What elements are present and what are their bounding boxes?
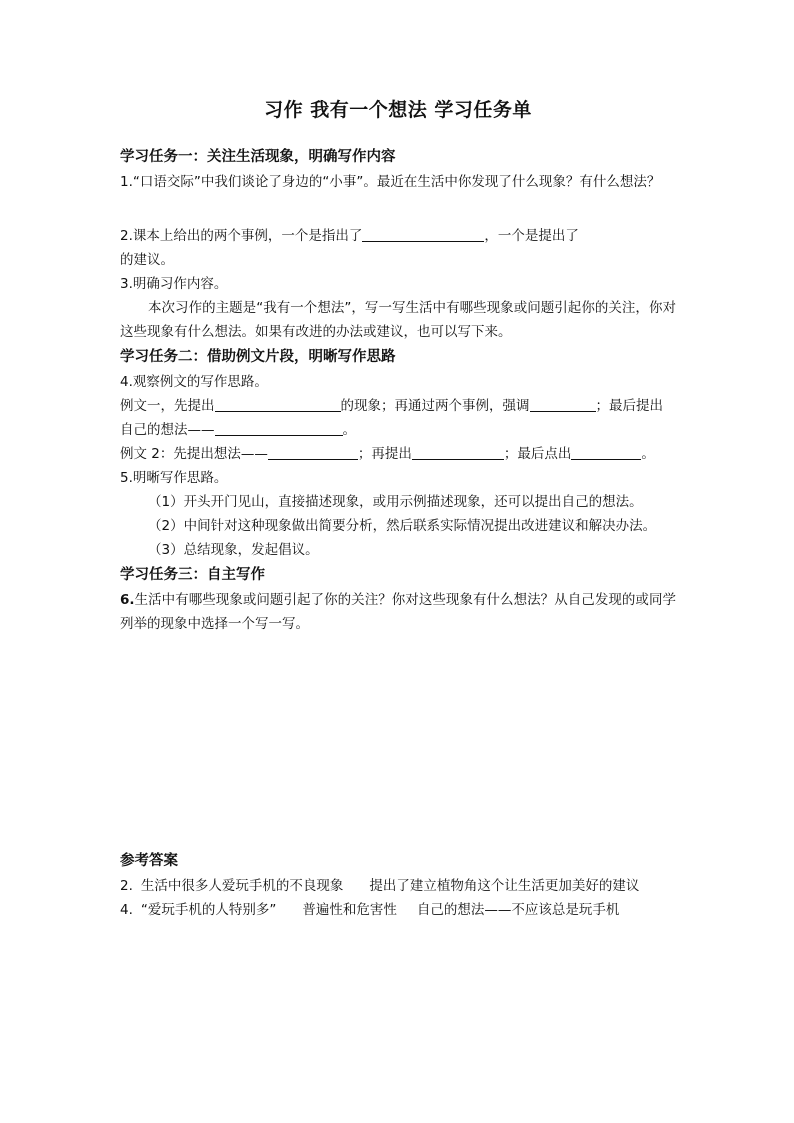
writing-step-3: （3）总结现象，发起倡议。: [148, 542, 319, 558]
example-two-text-b: ；再提出: [357, 446, 412, 462]
answer-2: [120, 874, 676, 898]
task-two-heading: 学习任务二：借助例文片段，明晰写作思路: [120, 348, 396, 365]
example-two-blank-1[interactable]: [268, 443, 358, 460]
example-one-line-2: [120, 418, 676, 442]
question-4: 4.观察例文的写作思路。: [120, 374, 268, 390]
example-one-text-e: 。: [342, 422, 356, 438]
example-two-text-a: 例文 2：先提出想法——: [120, 446, 268, 462]
answer-4-number: 4.: [120, 902, 133, 918]
answer-space-1: [120, 194, 676, 224]
task-three-section: [120, 562, 676, 848]
question-6-number: 6.: [120, 592, 135, 608]
question-3-body: 本次习作的主题是“我有一个想法”，写一写生活中有哪些现象或问题引起你的关注，你对这些现象有什么想法。如果有改进的办法或建议，也可以写下来。: [120, 300, 676, 340]
question-3: 3.明确习作内容。: [120, 276, 228, 292]
example-one-line: [120, 394, 676, 418]
answer-2-part-1: 生活中很多人爱玩手机的不良现象: [140, 878, 344, 894]
writing-step-1: （1）开头开门见山，直接描述现象，或用示例描述现象，还可以提出自己的想法。: [148, 494, 643, 510]
question-2-mid: ，一个是提出了: [484, 228, 579, 244]
answer-4-part-1: “爱玩手机的人特别多”: [140, 902, 277, 918]
task-one-heading: 学习任务一：关注生活现象，明确写作内容: [120, 148, 396, 165]
answers-section: [120, 848, 676, 922]
question-2-prefix: 2.课本上给出的两个事例，一个是指出了: [120, 228, 363, 244]
task-three-heading: 学习任务三：自主写作: [120, 566, 265, 583]
example-two-line: [120, 442, 676, 466]
example-two-blank-3[interactable]: [571, 443, 641, 460]
example-one-blank-2[interactable]: [530, 395, 596, 412]
example-one-text-b: 的现象；再通过两个事例，强调: [340, 398, 530, 414]
question-6: [120, 588, 676, 636]
answer-2-part-2: 提出了建立植物角这个让生活更加美好的建议: [369, 878, 640, 894]
example-one-text-a: 例文一，先提出: [120, 398, 215, 414]
example-two-text-d: 。: [641, 446, 655, 462]
question-2-blank-1[interactable]: [362, 225, 484, 242]
writing-area[interactable]: [120, 636, 676, 848]
example-one-blank-1[interactable]: [215, 395, 341, 412]
writing-step-2: （2）中间针对这种现象做出简要分析，然后联系实际情况提出改进建议和解决办法。: [148, 518, 657, 534]
task-one-section: [120, 144, 676, 344]
example-two-blank-2[interactable]: [412, 443, 504, 460]
question-1: 1.“口语交际”中我们谈论了身边的“小事”。最近在生活中你发现了什么现象？有什么想法？: [120, 174, 661, 190]
question-6-text: 生活中有哪些现象或问题引起了你的关注？你对这些现象有什么想法？从自己发现的或同学列举的现象中选择一个写一写。: [120, 592, 676, 632]
example-one-text-c: ；最后提出: [595, 398, 663, 414]
example-one-blank-3[interactable]: [215, 419, 343, 436]
answers-heading: 参考答案: [120, 852, 178, 869]
page-title: 习作 我有一个想法 学习任务单: [264, 99, 532, 121]
answer-2-number: 2.: [120, 878, 133, 894]
question-2: [120, 224, 676, 272]
answer-4-part-2: 普遍性和危害性: [302, 902, 397, 918]
question-2-suffix: 的建议。: [120, 252, 174, 268]
question-5: 5.明晰写作思路。: [120, 470, 228, 486]
task-two-section: [120, 344, 676, 562]
example-two-text-c: ；最后点出: [503, 446, 572, 462]
example-one-text-d: 自己的想法——: [120, 422, 215, 438]
answer-4-part-3: 自己的想法——不应该总是玩手机: [416, 902, 620, 918]
answer-4: [120, 898, 676, 922]
worksheet-content: [120, 96, 676, 922]
